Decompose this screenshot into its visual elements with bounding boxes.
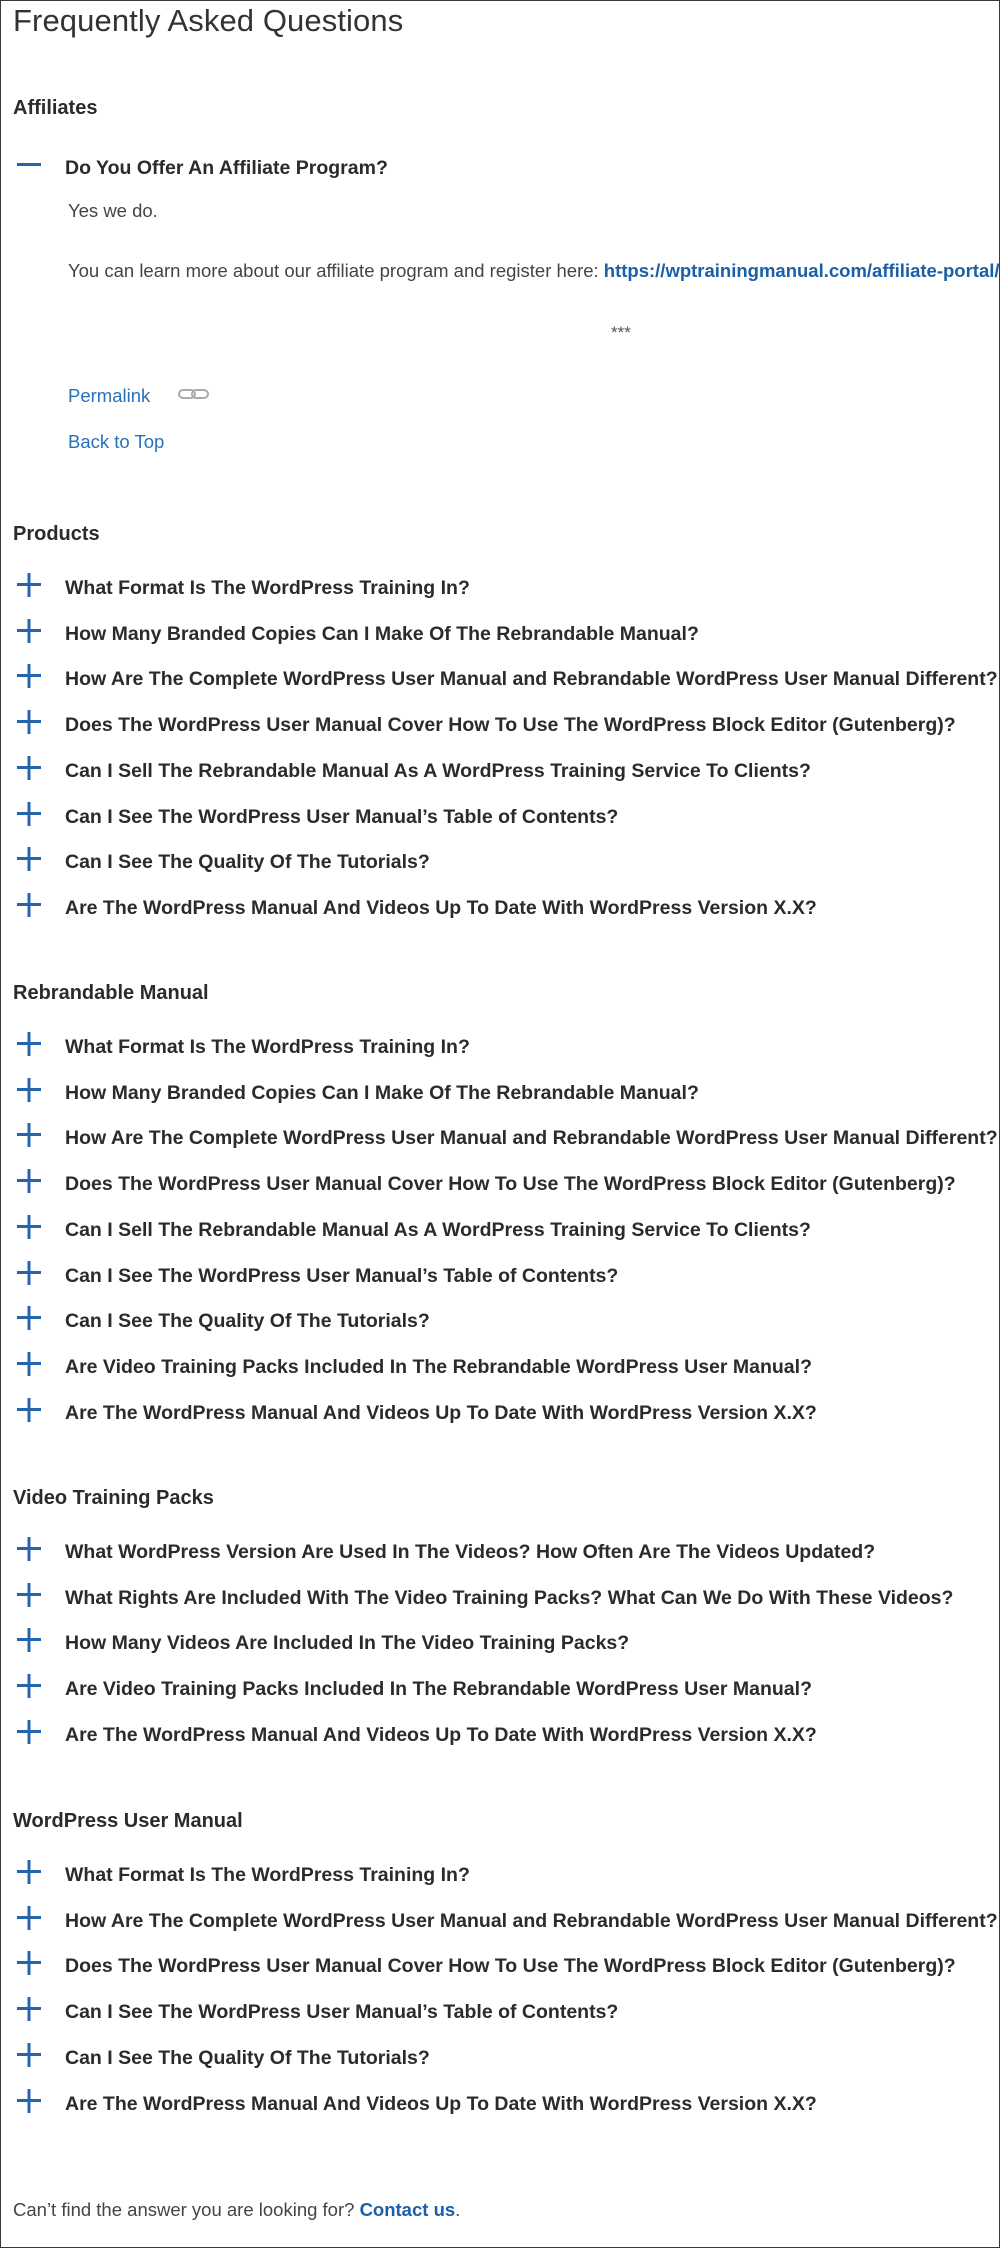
- plus-icon[interactable]: [15, 2041, 43, 2069]
- faq-question[interactable]: What Format Is The WordPress Training In?: [65, 1036, 470, 1058]
- faq-question[interactable]: What Format Is The WordPress Training In?: [65, 1864, 470, 1886]
- plus-icon[interactable]: [15, 1581, 43, 1609]
- faq-item[interactable]: [15, 891, 995, 927]
- faq-question[interactable]: Are The WordPress Manual And Videos Up To Date With WordPress Version X.X?: [65, 2093, 817, 2115]
- plus-icon[interactable]: [15, 1718, 43, 1746]
- faq-question[interactable]: Are The WordPress Manual And Videos Up To Date With WordPress Version X.X?: [65, 1724, 817, 1746]
- faq-question[interactable]: How Are The Complete WordPress User Manual and Rebrandable WordPress User Manual Different?: [65, 668, 998, 690]
- answer-separator: ***: [611, 323, 631, 342]
- faq-item[interactable]: [15, 1304, 995, 1340]
- faq-item[interactable]: [15, 800, 995, 836]
- plus-icon[interactable]: [15, 891, 43, 919]
- footer-contact: [13, 2199, 460, 2221]
- footer-suffix: .: [455, 2199, 461, 2220]
- plus-icon[interactable]: [15, 2087, 43, 2115]
- plus-icon[interactable]: [15, 1535, 43, 1563]
- faq-item[interactable]: [15, 1396, 995, 1432]
- page-title: Frequently Asked Questions: [13, 3, 404, 38]
- plus-icon[interactable]: [15, 1995, 43, 2023]
- plus-icon[interactable]: [15, 754, 43, 782]
- faq-item[interactable]: [15, 1350, 995, 1386]
- faq-item[interactable]: [15, 1535, 995, 1571]
- faq-item[interactable]: [15, 1030, 995, 1066]
- faq-question[interactable]: Can I Sell The Rebrandable Manual As A WordPress Training Service To Clients?: [65, 760, 811, 782]
- faq-item[interactable]: [15, 2087, 995, 2123]
- category-heading-affiliates: Affiliates: [13, 97, 98, 119]
- faq-item[interactable]: [15, 571, 995, 607]
- plus-icon[interactable]: [15, 1626, 43, 1654]
- faq-question[interactable]: Does The WordPress User Manual Cover How To Use The WordPress Block Editor (Gutenberg)?: [65, 714, 956, 736]
- plus-icon[interactable]: [15, 1672, 43, 1700]
- faq-item[interactable]: [15, 1213, 995, 1249]
- faq-item[interactable]: [15, 1949, 995, 1985]
- plus-icon[interactable]: [15, 845, 43, 873]
- faq-item-affiliate-program[interactable]: [15, 151, 995, 187]
- plus-icon[interactable]: [15, 1949, 43, 1977]
- answer-text-prefix: You can learn more about our affiliate program and register here:: [68, 260, 604, 281]
- plus-icon[interactable]: [15, 662, 43, 690]
- category-heading-rebrandable-manual: Rebrandable Manual: [13, 982, 209, 1004]
- link-chain-icon[interactable]: [177, 387, 211, 401]
- faq-item[interactable]: [15, 1121, 998, 1157]
- plus-icon[interactable]: [15, 571, 43, 599]
- faq-question[interactable]: Can I See The WordPress User Manual’s Table of Contents?: [65, 1265, 619, 1287]
- faq-item[interactable]: [15, 1995, 995, 2031]
- faq-question[interactable]: Are The WordPress Manual And Videos Up To Date With WordPress Version X.X?: [65, 897, 817, 919]
- answer-text: Yes we do.: [68, 200, 158, 221]
- plus-icon[interactable]: [15, 617, 43, 645]
- faq-question[interactable]: Do You Offer An Affiliate Program?: [65, 157, 388, 179]
- faq-item[interactable]: [15, 1672, 995, 1708]
- minus-icon[interactable]: [15, 151, 43, 179]
- faq-item[interactable]: [15, 754, 995, 790]
- faq-question[interactable]: Are The WordPress Manual And Videos Up To Date With WordPress Version X.X?: [65, 1402, 817, 1424]
- faq-question[interactable]: Does The WordPress User Manual Cover How To Use The WordPress Block Editor (Gutenberg)?: [65, 1955, 956, 1977]
- faq-item[interactable]: [15, 617, 995, 653]
- faq-item[interactable]: [15, 1626, 995, 1662]
- plus-icon[interactable]: [15, 708, 43, 736]
- plus-icon[interactable]: [15, 800, 43, 828]
- plus-icon[interactable]: [15, 1350, 43, 1378]
- faq-question[interactable]: How Many Branded Copies Can I Make Of The Rebrandable Manual?: [65, 623, 699, 645]
- faq-item[interactable]: [15, 708, 995, 744]
- faq-question[interactable]: Are Video Training Packs Included In The Rebrandable WordPress User Manual?: [65, 1356, 812, 1378]
- plus-icon[interactable]: [15, 1304, 43, 1332]
- footer-text: Can’t find the answer you are looking for?: [13, 2199, 360, 2220]
- faq-question[interactable]: Are Video Training Packs Included In The Rebrandable WordPress User Manual?: [65, 1678, 812, 1700]
- plus-icon[interactable]: [15, 1030, 43, 1058]
- faq-item[interactable]: [15, 1581, 995, 1617]
- faq-item[interactable]: [15, 2041, 995, 2077]
- faq-question[interactable]: What Rights Are Included With The Video Training Packs? What Can We Do With These Videos?: [65, 1587, 954, 1609]
- faq-question[interactable]: How Many Branded Copies Can I Make Of The Rebrandable Manual?: [65, 1082, 699, 1104]
- plus-icon[interactable]: [15, 1076, 43, 1104]
- faq-question[interactable]: What Format Is The WordPress Training In?: [65, 577, 470, 599]
- faq-item[interactable]: [15, 1904, 998, 1940]
- faq-question[interactable]: What WordPress Version Are Used In The Videos? How Often Are The Videos Updated?: [65, 1541, 876, 1563]
- back-to-top-link[interactable]: Back to Top: [68, 431, 165, 452]
- category-heading-wordpress-user-manual: WordPress User Manual: [13, 1810, 243, 1832]
- faq-question[interactable]: How Many Videos Are Included In The Video Training Packs?: [65, 1632, 630, 1654]
- plus-icon[interactable]: [15, 1121, 43, 1149]
- plus-icon[interactable]: [15, 1396, 43, 1424]
- permalink-link[interactable]: Permalink: [68, 385, 151, 406]
- plus-icon[interactable]: [15, 1858, 43, 1886]
- answer-text-with-link: [68, 260, 1000, 282]
- category-heading-products: Products: [13, 523, 100, 545]
- faq-question[interactable]: Can I See The WordPress User Manual’s Table of Contents?: [65, 2001, 619, 2023]
- plus-icon[interactable]: [15, 1213, 43, 1241]
- faq-item[interactable]: [15, 845, 995, 881]
- faq-question[interactable]: Can I See The Quality Of The Tutorials?: [65, 1310, 430, 1332]
- faq-question[interactable]: Can I See The WordPress User Manual’s Table of Contents?: [65, 806, 619, 828]
- faq-item[interactable]: [15, 1076, 995, 1112]
- faq-question[interactable]: Does The WordPress User Manual Cover How To Use The WordPress Block Editor (Gutenberg)?: [65, 1173, 956, 1195]
- faq-question[interactable]: Can I Sell The Rebrandable Manual As A WordPress Training Service To Clients?: [65, 1219, 811, 1241]
- faq-question[interactable]: Can I See The Quality Of The Tutorials?: [65, 851, 430, 873]
- faq-question[interactable]: How Are The Complete WordPress User Manual and Rebrandable WordPress User Manual Different?: [65, 1127, 998, 1149]
- faq-item[interactable]: [15, 662, 998, 698]
- category-heading-video-training-packs: Video Training Packs: [13, 1487, 214, 1509]
- faq-question[interactable]: Can I See The Quality Of The Tutorials?: [65, 2047, 430, 2069]
- faq-item[interactable]: [15, 1718, 995, 1754]
- affiliate-portal-link[interactable]: https://wptrainingmanual.com/affiliate-portal/: [603, 260, 1000, 281]
- faq-question[interactable]: How Are The Complete WordPress User Manual and Rebrandable WordPress User Manual Different?: [65, 1910, 998, 1932]
- plus-icon[interactable]: [15, 1259, 43, 1287]
- plus-icon[interactable]: [15, 1167, 43, 1195]
- contact-us-link[interactable]: Contact us: [359, 2199, 456, 2220]
- plus-icon[interactable]: [15, 1904, 43, 1932]
- faq-item[interactable]: [15, 1259, 995, 1295]
- faq-item[interactable]: [15, 1858, 995, 1894]
- faq-item[interactable]: [15, 1167, 995, 1203]
